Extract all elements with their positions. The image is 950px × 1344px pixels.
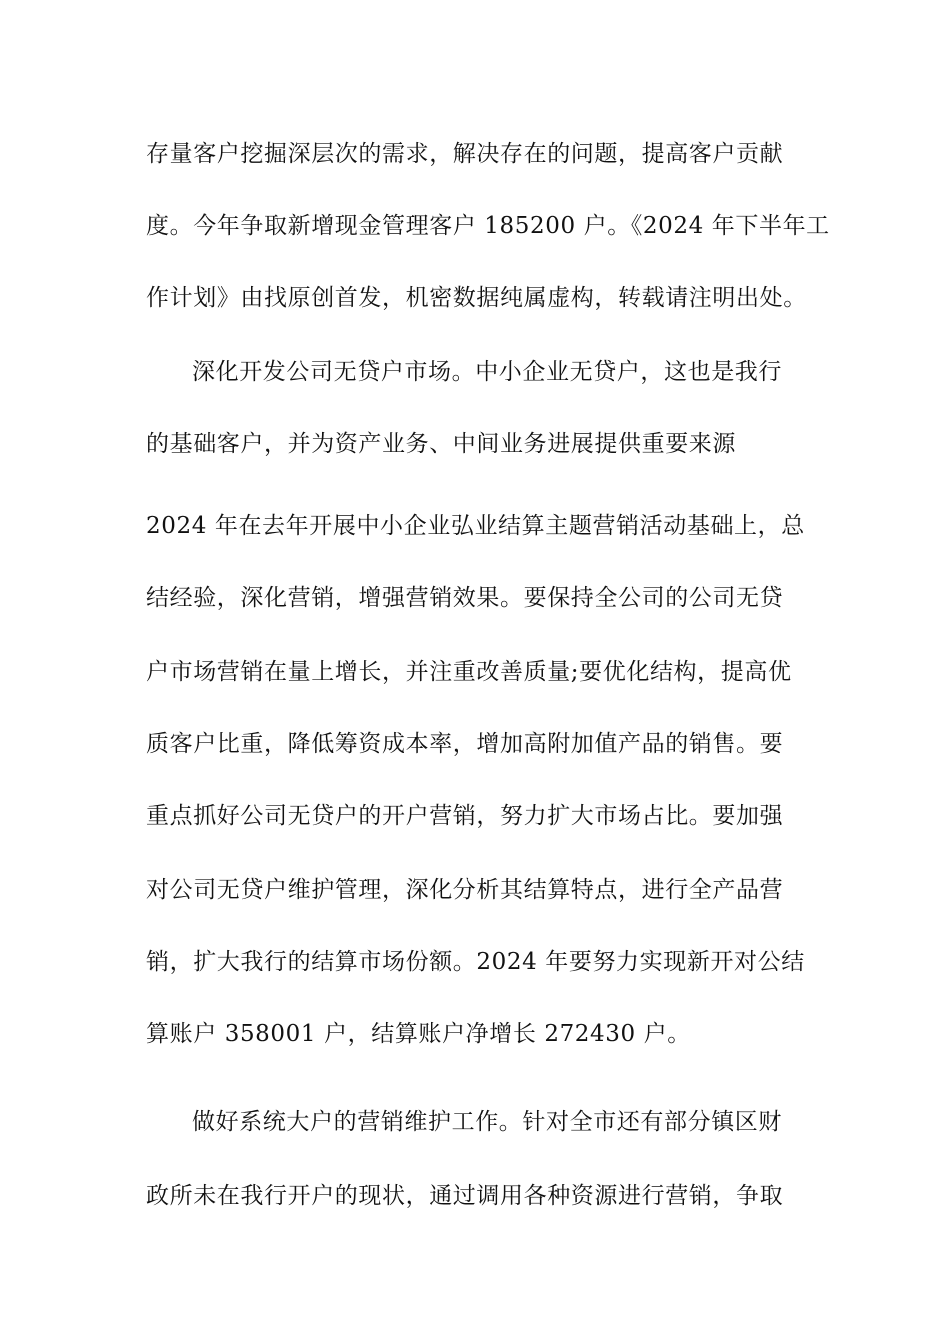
text-line: 算账户 358001 户，结算账户净增长 272430 户。 xyxy=(146,1021,691,1047)
text-line: 结经验，深化营销，增强营销效果。要保持全公司的公司无贷 xyxy=(146,585,784,611)
text-line: 作计划》由找原创首发，机密数据纯属虚构，转载请注明出处。 xyxy=(146,285,807,311)
text-line: 做好系统大户的营销维护工作。针对全市还有部分镇区财 xyxy=(192,1109,782,1135)
text-line: 质客户比重，降低筹资成本率，增加高附加值产品的销售。要 xyxy=(146,731,784,757)
text-line: 重点抓好公司无贷户的开户营销，努力扩大市场占比。要加强 xyxy=(146,803,784,829)
text-line: 对公司无贷户维护管理，深化分析其结算特点，进行全产品营 xyxy=(146,877,784,903)
text-line: 销，扩大我行的结算市场份额。2024 年要努力实现新开对公结 xyxy=(146,949,805,975)
text-line: 的基础客户，并为资产业务、中间业务进展提供重要来源 xyxy=(146,431,736,457)
text-line: 存量客户挖掘深层次的需求，解决存在的问题，提高客户贡献 xyxy=(146,141,784,167)
text-line: 户市场营销在量上增长，并注重改善质量;要优化结构，提高优 xyxy=(146,659,792,685)
text-line: 深化开发公司无贷户市场。中小企业无贷户，这也是我行 xyxy=(192,359,782,385)
text-line: 2024 年在去年开展中小企业弘业结算主题营销活动基础上，总 xyxy=(146,513,805,539)
text-line: 度。今年争取新增现金管理客户 185200 户。《2024 年下半年工 xyxy=(146,213,830,239)
text-line: 政所未在我行开户的现状，通过调用各种资源进行营销，争取 xyxy=(146,1183,784,1209)
